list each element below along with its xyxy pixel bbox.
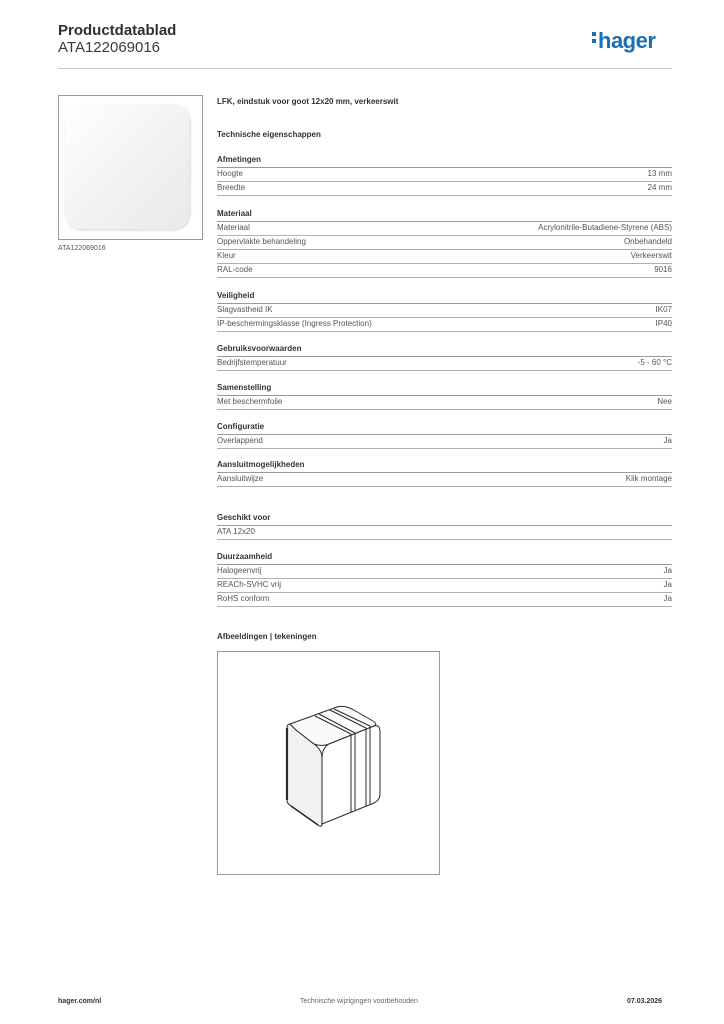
spec-value: Ja <box>663 594 672 603</box>
spec-value: Ja <box>663 436 672 445</box>
spec-row <box>217 318 672 332</box>
spec-row <box>217 396 672 410</box>
spec-value: -5 - 60 °C <box>637 358 672 367</box>
spec-row <box>217 182 672 196</box>
section-title: Veiligheid <box>217 291 672 304</box>
spec-label: ATA 12x20 <box>217 527 255 536</box>
section-title: Geschikt voor <box>217 513 672 526</box>
spec-label: Met beschermfolie <box>217 397 283 406</box>
spec-value: Nee <box>657 397 672 406</box>
spec-row <box>217 304 672 318</box>
end-cap-drawing <box>218 652 439 874</box>
logo-colon-icon <box>592 29 596 46</box>
product-photo <box>58 95 203 240</box>
section-geschikt-voor <box>217 513 672 540</box>
section-title: Gebruiksvoorwaarden <box>217 344 672 357</box>
product-photo-shape <box>65 105 189 229</box>
spec-row <box>217 168 672 182</box>
spec-row <box>217 222 672 236</box>
spec-label: Overlappend <box>217 436 263 445</box>
spec-value: IP40 <box>655 319 672 328</box>
technical-drawing <box>217 651 440 875</box>
logo-wordmark: hager <box>598 28 656 53</box>
spec-row <box>217 264 672 278</box>
spec-label: Aansluitwijze <box>217 474 264 483</box>
section-title: Afmetingen <box>217 155 672 168</box>
spec-label: IP-beschermingsklasse (Ingress Protection) <box>217 319 372 328</box>
photo-caption: ATA122069016 <box>58 245 106 252</box>
spec-value: 13 mm <box>647 169 672 178</box>
footer-website-link[interactable]: hager.com/nl <box>58 998 102 1005</box>
spec-value: Onbehandeld <box>623 237 672 246</box>
section-duurzaamheid <box>217 552 672 607</box>
spec-row <box>217 236 672 250</box>
spec-value: 24 mm <box>647 183 672 192</box>
section-veiligheid <box>217 291 672 332</box>
spec-value: Klik montage <box>625 474 672 483</box>
spec-row <box>217 565 672 579</box>
spec-row <box>217 579 672 593</box>
section-title: Aansluitmogelijkheden <box>217 460 672 473</box>
spec-label: REACh-SVHC vrij <box>217 580 282 589</box>
spec-row <box>217 526 672 540</box>
section-title: Configuratie <box>217 422 672 435</box>
spec-value: Acrylonitrile-Butadiene-Styrene (ABS) <box>538 223 672 232</box>
spec-row <box>217 473 672 487</box>
section-title: Materiaal <box>217 209 672 222</box>
spec-row <box>217 593 672 607</box>
section-materiaal <box>217 209 672 278</box>
spec-label: Slagvastheid IK <box>217 305 273 314</box>
section-title: Duurzaamheid <box>217 552 672 565</box>
hager-logo[interactable] <box>592 28 655 54</box>
spec-value: Verkeerswit <box>630 251 672 260</box>
images-heading: Afbeeldingen | tekeningen <box>217 632 317 641</box>
spec-value: 9016 <box>654 265 672 274</box>
header-divider <box>58 68 672 69</box>
section-samenstelling <box>217 383 672 410</box>
spec-label: Bedrijfstemperatuur <box>217 358 287 367</box>
product-description: LFK, eindstuk voor goot 12x20 mm, verkeerswit <box>217 97 399 106</box>
spec-value: IK07 <box>655 305 672 314</box>
spec-label: Materiaal <box>217 223 250 232</box>
spec-row <box>217 357 672 371</box>
spec-label: Breedte <box>217 183 246 192</box>
article-number: ATA122069016 <box>58 39 161 56</box>
spec-row <box>217 435 672 449</box>
footer-date: 07.03.2026 <box>627 998 663 1005</box>
spec-label: Hoogte <box>217 169 243 178</box>
spec-row <box>217 250 672 264</box>
spec-label: RAL-code <box>217 265 253 274</box>
spec-label: Oppervlakte behandeling <box>217 237 306 246</box>
section-afmetingen <box>217 155 672 196</box>
section-gebruiksvoorwaarden <box>217 344 672 371</box>
spec-label: Kleur <box>217 251 236 260</box>
document-title: Productdatablad <box>58 22 177 39</box>
technical-properties-heading: Technische eigenschappen <box>217 130 321 139</box>
spec-label: RoHS conform <box>217 594 270 603</box>
spec-label: Halogeenvrij <box>217 566 262 575</box>
section-title: Samenstelling <box>217 383 672 396</box>
footer-disclaimer: Technische wijzigingen voorbehouden <box>300 998 418 1005</box>
section-aansluitmogelijkheden <box>217 460 672 487</box>
spec-value: Ja <box>663 580 672 589</box>
spec-value: Ja <box>663 566 672 575</box>
section-configuratie <box>217 422 672 449</box>
